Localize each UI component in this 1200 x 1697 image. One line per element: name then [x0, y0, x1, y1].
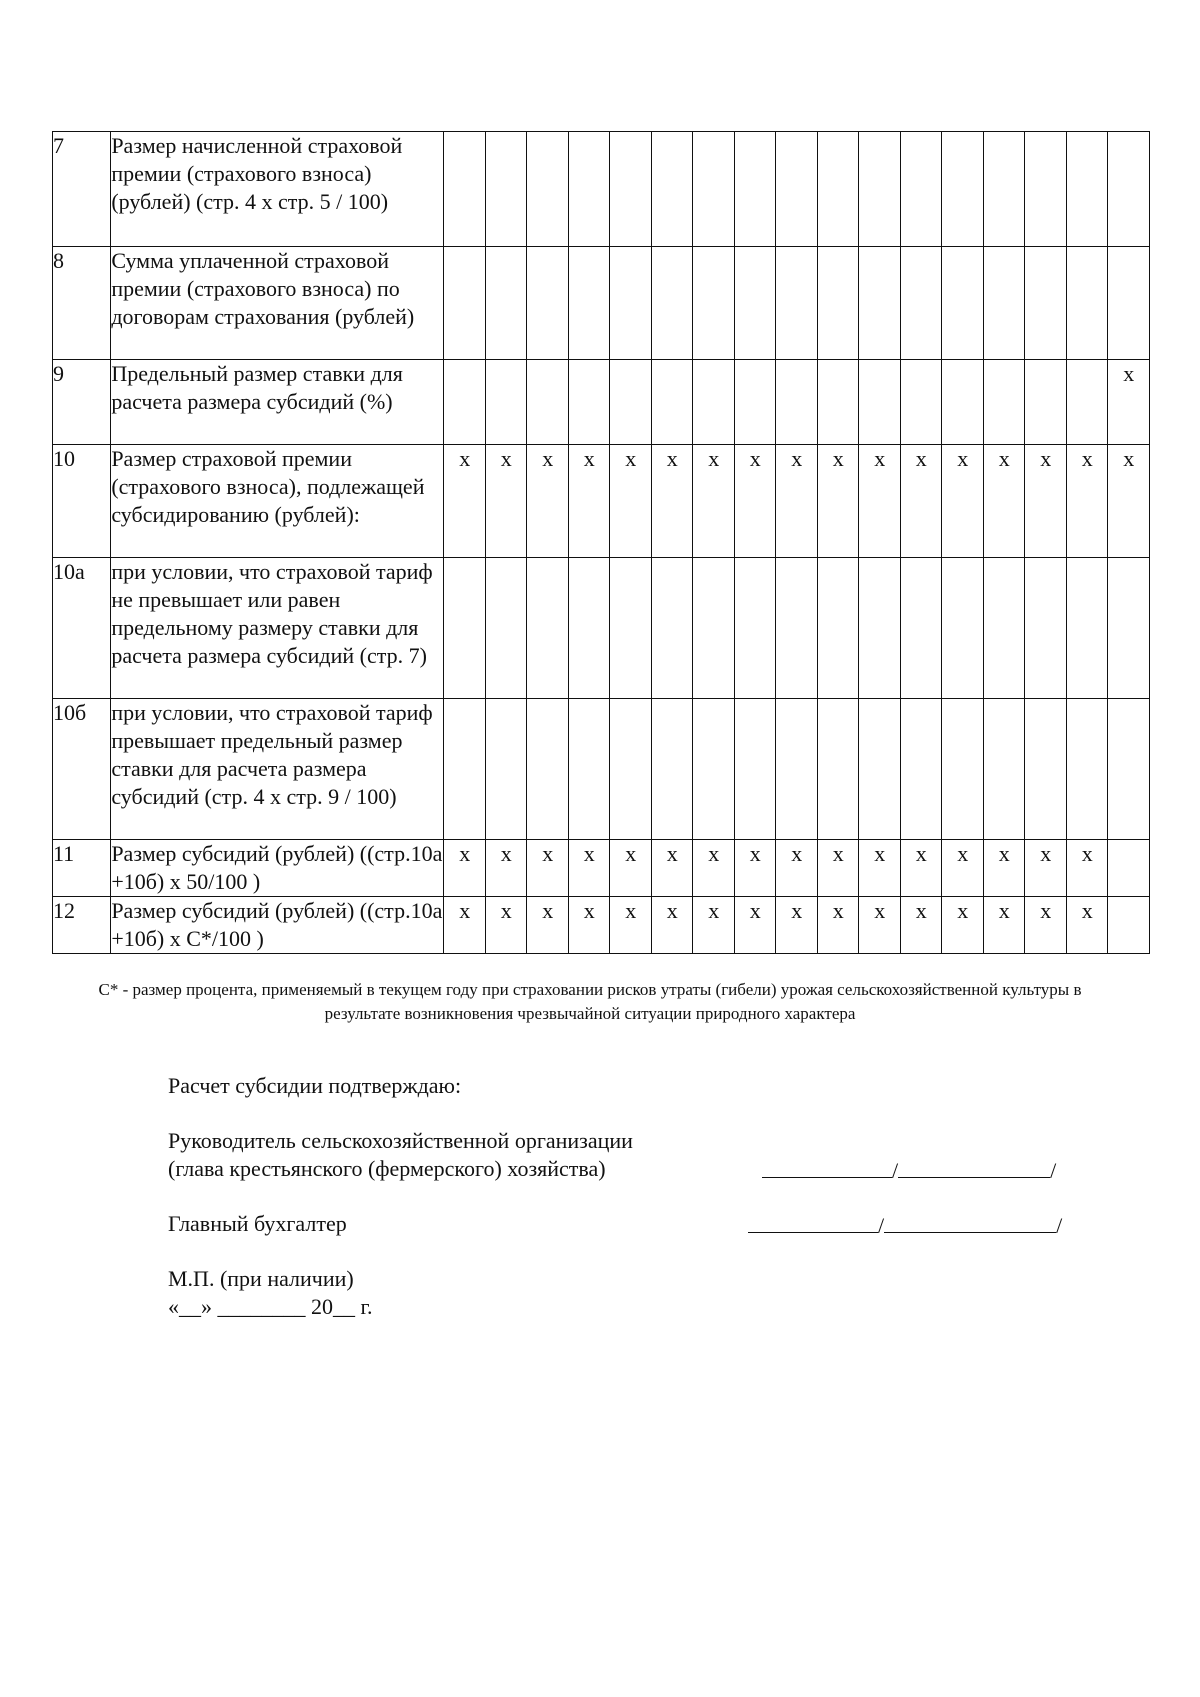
table-cell[interactable]: х: [1066, 445, 1108, 558]
table-cell[interactable]: [444, 247, 486, 360]
row-label: Предельный размер ставки для расчета размера субсидий (%): [111, 360, 444, 445]
table-cell[interactable]: [942, 132, 984, 247]
table-cell[interactable]: [859, 132, 901, 247]
table-cell[interactable]: х: [859, 445, 901, 558]
subsidy-calculation-table: [52, 131, 1150, 954]
table-cell[interactable]: [1025, 699, 1067, 840]
table-cell[interactable]: [734, 132, 776, 247]
table-cell[interactable]: [1066, 360, 1108, 445]
table-cell[interactable]: х: [942, 840, 984, 897]
table-cell[interactable]: х: [610, 897, 652, 954]
table-cell[interactable]: [568, 132, 610, 247]
date-line[interactable]: «__» ________ 20__ г.: [168, 1294, 373, 1319]
table-cell[interactable]: [1025, 247, 1067, 360]
table-cell[interactable]: [859, 360, 901, 445]
table-cell[interactable]: х: [734, 897, 776, 954]
table-cell[interactable]: х: [900, 897, 942, 954]
table-cell[interactable]: х: [1108, 360, 1150, 445]
table-cell[interactable]: [817, 360, 859, 445]
table-cell[interactable]: х: [859, 840, 901, 897]
table-cell[interactable]: [610, 132, 652, 247]
table-cell[interactable]: [485, 558, 527, 699]
table-cell[interactable]: х: [1025, 897, 1067, 954]
table-cell[interactable]: [942, 360, 984, 445]
table-cell[interactable]: [485, 699, 527, 840]
table-cell[interactable]: х: [693, 840, 735, 897]
table-cell[interactable]: [693, 558, 735, 699]
table-cell[interactable]: [485, 247, 527, 360]
confirm-text: Расчет субсидии подтверждаю:: [168, 1073, 462, 1098]
head-label-line-1: Руководитель сельскохозяйственной организации: [168, 1128, 633, 1153]
table-cell[interactable]: х: [1066, 840, 1108, 897]
table-cell[interactable]: х: [776, 840, 818, 897]
table-cell[interactable]: [734, 247, 776, 360]
table-cell[interactable]: х: [942, 897, 984, 954]
table-cell[interactable]: [900, 699, 942, 840]
table-cell[interactable]: [942, 247, 984, 360]
table-cell[interactable]: [693, 699, 735, 840]
table-cell[interactable]: х: [527, 445, 569, 558]
table-cell[interactable]: х: [734, 445, 776, 558]
table-cell[interactable]: х: [1066, 897, 1108, 954]
table-cell[interactable]: х: [527, 840, 569, 897]
table-cell[interactable]: [444, 699, 486, 840]
table-cell[interactable]: [527, 132, 569, 247]
row-number: 9: [53, 360, 111, 445]
table-cell[interactable]: х: [485, 897, 527, 954]
row-number: 7: [53, 132, 111, 247]
table-cell[interactable]: [568, 247, 610, 360]
table-cell[interactable]: [693, 132, 735, 247]
table-cell[interactable]: [900, 558, 942, 699]
table-cell[interactable]: [983, 699, 1025, 840]
table-cell[interactable]: х: [568, 897, 610, 954]
table-cell[interactable]: [776, 558, 818, 699]
table-cell[interactable]: [859, 699, 901, 840]
table-row: [53, 360, 1150, 445]
table-cell[interactable]: [651, 247, 693, 360]
table-cell[interactable]: [734, 558, 776, 699]
table-cell[interactable]: х: [485, 445, 527, 558]
table-cell[interactable]: х: [942, 445, 984, 558]
head-label-line-2: (глава крестьянского (фермерского) хозяйства): [168, 1156, 606, 1181]
table-cell[interactable]: [734, 699, 776, 840]
table-cell[interactable]: х: [1025, 445, 1067, 558]
table-cell[interactable]: [900, 247, 942, 360]
table-cell[interactable]: [1025, 360, 1067, 445]
table-cell[interactable]: х: [776, 445, 818, 558]
row-number: 8: [53, 247, 111, 360]
table-cell[interactable]: [1066, 699, 1108, 840]
table-row: [53, 558, 1150, 699]
table-cell[interactable]: х: [817, 897, 859, 954]
table-cell[interactable]: [568, 360, 610, 445]
table-cell[interactable]: [527, 360, 569, 445]
table-cell[interactable]: х: [610, 840, 652, 897]
head-signature-field[interactable]: / /: [762, 1155, 1056, 1185]
accountant-signature-field[interactable]: / /: [748, 1210, 1062, 1240]
table-cell[interactable]: [900, 132, 942, 247]
row-number: 11: [53, 840, 111, 897]
row-number: 10б: [53, 699, 111, 840]
table-cell[interactable]: [1108, 558, 1150, 699]
table-cell[interactable]: [1066, 132, 1108, 247]
table-cell[interactable]: х: [568, 445, 610, 558]
table-cell[interactable]: [900, 360, 942, 445]
table-cell[interactable]: [610, 558, 652, 699]
table-cell[interactable]: [693, 247, 735, 360]
table-cell[interactable]: [734, 360, 776, 445]
table-cell[interactable]: [444, 360, 486, 445]
table-cell[interactable]: [1108, 132, 1150, 247]
table-cell[interactable]: [610, 360, 652, 445]
table-cell[interactable]: х: [568, 840, 610, 897]
table-row: [53, 132, 1150, 247]
table-cell[interactable]: [568, 699, 610, 840]
footnote: С* - размер процента, применяемый в текущем году при страховании рисков утраты (гибели) урожая сельскохозяйственной культуры в результате возникновения чрезвычайной ситуации природного характера: [98, 980, 1082, 1023]
table-cell[interactable]: х: [859, 897, 901, 954]
table-cell[interactable]: [776, 699, 818, 840]
table-cell[interactable]: [817, 247, 859, 360]
accountant-label: Главный бухгалтер: [168, 1211, 347, 1236]
table-cell[interactable]: х: [610, 445, 652, 558]
table-cell[interactable]: х: [817, 445, 859, 558]
table-cell[interactable]: [983, 247, 1025, 360]
table-cell[interactable]: х: [1025, 840, 1067, 897]
table-cell[interactable]: [1025, 132, 1067, 247]
table-cell[interactable]: х: [734, 840, 776, 897]
table-cell[interactable]: х: [693, 445, 735, 558]
table-cell[interactable]: х: [651, 897, 693, 954]
table-cell[interactable]: [776, 132, 818, 247]
row-label: при условии, что страховой тариф не превышает или равен предельному размеру ставки для расчета размера субсидий (стр. 7): [111, 558, 444, 699]
row-label: Сумма уплаченной страховой премии (страхового взноса) по договорам страхования (рублей): [111, 247, 444, 360]
table-cell[interactable]: [1108, 699, 1150, 840]
table-cell[interactable]: х: [527, 897, 569, 954]
table-cell[interactable]: [1066, 558, 1108, 699]
table-cell[interactable]: [485, 360, 527, 445]
seal-label: М.П. (при наличии): [168, 1266, 354, 1291]
table-cell[interactable]: [1108, 897, 1150, 954]
table-cell[interactable]: [485, 132, 527, 247]
table-cell[interactable]: х: [444, 445, 486, 558]
table-cell[interactable]: х: [817, 840, 859, 897]
table-cell[interactable]: [527, 699, 569, 840]
table-cell[interactable]: [776, 360, 818, 445]
table-cell[interactable]: [1108, 840, 1150, 897]
row-number: 10а: [53, 558, 111, 699]
table-cell[interactable]: х: [776, 897, 818, 954]
table-cell[interactable]: х: [1108, 445, 1150, 558]
table-cell[interactable]: [1066, 247, 1108, 360]
table-cell[interactable]: [983, 558, 1025, 699]
table-cell[interactable]: [942, 699, 984, 840]
table-row: [53, 445, 1150, 558]
row-label: Размер субсидий (рублей) ((стр.10а +10б) х 50/100 ): [111, 840, 444, 897]
table-cell[interactable]: [983, 360, 1025, 445]
table-row: [53, 699, 1150, 840]
table-cell[interactable]: [444, 132, 486, 247]
table-cell[interactable]: [527, 558, 569, 699]
table-cell[interactable]: [859, 558, 901, 699]
row-label: Размер начисленной страховой премии (страхового взноса) (рублей) (стр. 4 х стр. 5 / 100): [111, 132, 444, 247]
table-cell[interactable]: [693, 360, 735, 445]
table-cell[interactable]: [527, 247, 569, 360]
table-cell[interactable]: х: [900, 445, 942, 558]
table-cell[interactable]: [859, 247, 901, 360]
table-cell[interactable]: [776, 247, 818, 360]
table-row: [53, 840, 1150, 897]
table-cell[interactable]: х: [983, 445, 1025, 558]
table-cell[interactable]: х: [444, 897, 486, 954]
table-cell[interactable]: х: [444, 840, 486, 897]
row-label: при условии, что страховой тариф превышает предельный размер ставки для расчета размера субсидий (стр. 4 х стр. 9 / 100): [111, 699, 444, 840]
table-cell[interactable]: [610, 247, 652, 360]
table-cell[interactable]: х: [983, 840, 1025, 897]
table-cell[interactable]: [651, 558, 693, 699]
table-cell[interactable]: [1025, 558, 1067, 699]
table-cell[interactable]: [942, 558, 984, 699]
table-cell[interactable]: [444, 558, 486, 699]
table-cell[interactable]: [1108, 247, 1150, 360]
table-row: [53, 897, 1150, 954]
table-cell[interactable]: [610, 699, 652, 840]
row-number: 12: [53, 897, 111, 954]
table-cell[interactable]: х: [900, 840, 942, 897]
row-number: 10: [53, 445, 111, 558]
table-cell[interactable]: [817, 558, 859, 699]
table-cell[interactable]: [983, 132, 1025, 247]
table-cell[interactable]: х: [693, 897, 735, 954]
table-cell[interactable]: х: [983, 897, 1025, 954]
table-cell[interactable]: х: [485, 840, 527, 897]
table-row: [53, 247, 1150, 360]
table-cell[interactable]: [651, 360, 693, 445]
table-cell[interactable]: х: [651, 840, 693, 897]
table-cell[interactable]: [817, 699, 859, 840]
table-cell[interactable]: х: [651, 445, 693, 558]
table-cell[interactable]: [651, 699, 693, 840]
table-cell[interactable]: [651, 132, 693, 247]
row-label: Размер страховой премии (страхового взноса), подлежащей субсидированию (рублей):: [111, 445, 444, 558]
table-cell[interactable]: [817, 132, 859, 247]
table-cell[interactable]: [568, 558, 610, 699]
row-label: Размер субсидий (рублей) ((стр.10а +10б) х С*/100 ): [111, 897, 444, 954]
